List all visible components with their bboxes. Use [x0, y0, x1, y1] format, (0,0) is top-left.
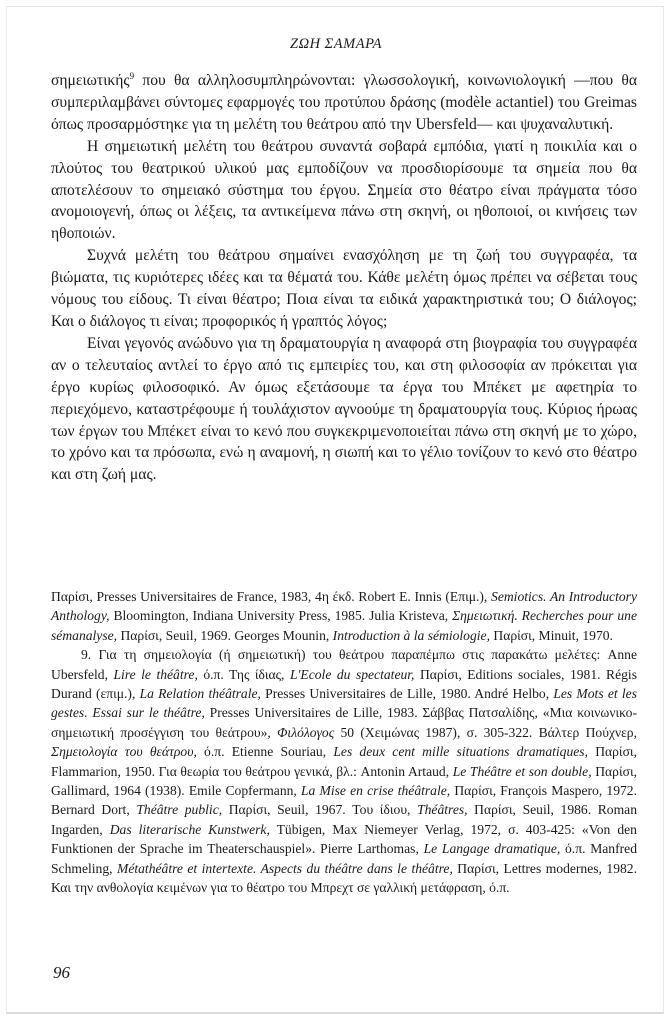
footnote-reference: 9 [129, 71, 135, 81]
text-run: σημειωτικής [51, 72, 130, 89]
text-run: ό.π. Της ίδιας, [197, 666, 290, 682]
body-paragraph [51, 70, 637, 136]
italic-title: Σημειωτική. Recherches pour une sémanalyse, [51, 608, 637, 643]
text-run: ό.π. Etienne Souriau, [196, 744, 334, 760]
italic-title: Les deux cent mille situations dramatiques, [333, 744, 588, 760]
text-run: Παρίσι, Seuil, 1969. Georges Mounin, [117, 627, 333, 643]
italic-title: La Mise en crise théâtrale, [301, 783, 451, 799]
italic-title: Le Langage dramatique, [423, 841, 561, 857]
text-run: ό.π. Manfred Schmeling, [51, 841, 637, 876]
italic-title: L'Ecole du spectateur, [289, 666, 415, 682]
italic-title: Les Mots et les gestes. Essai sur le théâtre, [51, 686, 637, 721]
text-run: Παρίσι, Gallimard, 1964 (1938). Emile Copfermann, [51, 763, 637, 799]
text-run: 9. Για τη σημειολογία (ή σημειωτική) του θεάτρου παραπέμπω στις παρακάτω μελέτες: Anne Ubersfeld, [51, 647, 637, 682]
text-run: 50 (Χειμώνας 1987), σ. 305-322. Βάλτερ Πούχνερ, [334, 724, 637, 740]
footnotes [51, 587, 637, 898]
italic-title: Φιλόλογος [277, 724, 335, 740]
footnote [51, 587, 637, 645]
italic-title: La Relation théâtrale, [139, 686, 261, 702]
text-run: Είναι γεγονός ανώδυνο για τη δραματουργία η αναφορά στη βιογραφία του συγγραφέα αν ο τελευταίος αντλεί το έργο από τις εμπειρίες του, και στη φιλοσοφία αν πρόκειται για έργο κυρίως φιλοσοφικό. Αν όμως εξετάσουμε τα έργα του Μπέκετ με αφετηρία το περιεχόμενο, καταστρέφουμε ή τουλάχιστον αγνοούμε τη δραματουργία τους. Κύριος ήρωας των έργων του Μπέκετ είναι το κενό που συγκεκριμενοποιείται πάνω στη σκηνή με το χώρο, το χρόνο και τα πρόσωπα, ενώ η αναμονή, η σιωπή και το γέλιο τονίζουν το κενό στο θέατρο και στη ζωή μας. [51, 334, 637, 484]
page-number: 96 [53, 963, 70, 982]
text-run: Tübigen, Max Niemeyer Verlag, 1972, σ. 403-425: «Von den Funktionen der Sprache im Theaterschauspiel». Pierre Larthomas, [51, 821, 637, 857]
text-run: Bloomington, Indiana University Press, 1985. Julia Kristeva, [109, 608, 453, 624]
text-run: Παρίσι, Editions sociales, 1981. Régis Durand (επιμ.), [51, 666, 637, 702]
text-run: Παρίσι, Seuil, 1986. Roman Ingarden, [51, 802, 637, 837]
body-paragraph [51, 333, 637, 486]
text-run: Παρίσι, Flammarion, 1950. Για θεωρία του θεάτρου γενικά, βλ.: Antonin Artaud, [51, 744, 637, 779]
italic-title: Das literarische Kunstwerk, [109, 821, 270, 837]
body-paragraph [51, 245, 637, 333]
text-run: Συχνά μελέτη του θεάτρου σημαίνει ενασχόληση με τη ζωή του συγγραφέα, τα βιώματα, τις κυριότερες ιδέες και τα θέματά του. Κάθε μελέτη όμως πρέπει να σέβεται τους νόμους του είδους. Τι είναι θέατρο; Ποια είναι τα ειδικά χαρακτηριστικά του; Ο διάλογος; Και ο διάλογος τι είναι; προφορικός ή γραπτός λόγος; [51, 247, 637, 330]
text-run: που θα αλληλοσυμπληρώνονται: γλωσσολογική, κοινωνιολογική —που θα συμπεριλαμβάνει σύντομες εφαρμογές του προτύπου δράσης (modèle actantiel) του Greimas όπως προσαρμόστηκε για τη μελέτη του θεάτρου από την Ubersfeld— και ψυχαναλυτική. [51, 72, 637, 133]
text-run: Παρίσι, Minuit, 1970. [490, 627, 613, 643]
italic-title: Métathéâtre et intertexte. Aspects du théâtre dans le théâtre, [117, 860, 453, 876]
text-run: Παρίσι, François Maspero, 1972. Bernard Dort, [51, 783, 637, 818]
footnote [51, 645, 637, 897]
text-run: Παρίσι, Presses Universitaires de France, 1983, 4η έκδ. Robert E. Innis (Επιμ.), [51, 589, 492, 604]
main-text [51, 70, 637, 486]
text-run: Παρίσι, Lettres modernes, 1982. Και την ανθολογία κειμένων για το θέατρο του Μπρεχτ σε γαλλική μετάφραση, ό.π. [51, 860, 637, 896]
italic-title: Introduction à la sémiologie, [332, 627, 490, 643]
text-run: Παρίσι, Seuil, 1967. Του ίδιου, [222, 802, 418, 818]
italic-title: Semiotics. An Introductory Anthology, [51, 589, 637, 624]
italic-title: Théâtres, [417, 802, 468, 818]
body-paragraph [51, 136, 637, 246]
italic-title: Σημειολογία του θεάτρου, [51, 744, 197, 760]
text-run: Η σημειωτική μελέτη του θεάτρου συναντά σοβαρά εμπόδια, γιατί η ποικιλία και ο πλούτος του θεατρικού υλικού μας εμποδίζουν να προσδιορίσουμε τα σημεία που θα αποτελέσουν το σημειακό σύστημα του έργου. Σημεία στο θέατρο είναι πράγματα τόσο ανομοιογενή, όπως οι λέξεις, τα αντικείμενα πάνω στη σκηνή, οι ηθοποιοί, οι κινήσεις των ηθοποιών. [51, 137, 637, 243]
italic-title: Lire le théâtre, [113, 666, 198, 682]
italic-title: Théâtre public, [136, 802, 223, 818]
text-run: Presses Universitaires de Lille, 1983. Σάββας Πατσαλίδης, «Μια κοινωνικο-σημειωτική προσέγγιση του θεάτρου», [51, 705, 637, 740]
italic-title: Le Théâtre et son double, [452, 763, 592, 779]
running-head-author: ΖΩΗ ΣΑΜΑΡΑ [290, 36, 382, 52]
text-run: Presses Universitaires de Lille, 1980. André Helbo, [260, 686, 554, 702]
